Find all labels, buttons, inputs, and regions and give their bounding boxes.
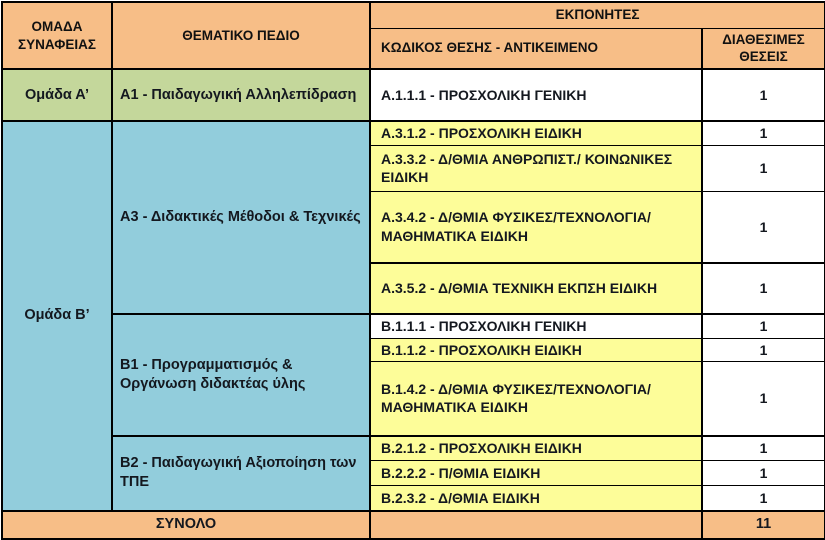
total-label: ΣΥΝΟΛΟ [2, 511, 370, 539]
header-group-column: ΟΜΑΔΑ ΣΥΝΑΦΕΙΑΣ [2, 2, 112, 69]
positions-table [1, 1, 825, 540]
field-b2-cell: Β2 - Παιδαγωγική Αξιοποίηση των ΤΠΕ [112, 436, 370, 511]
seats-cell: 1 [702, 314, 825, 338]
seats-cell: 1 [702, 263, 825, 314]
table-row [2, 69, 825, 121]
header-code-column: ΚΩΔΙΚΟΣ ΘΕΣΗΣ - ΑΝΤΙΚΕΙΜΕΝΟ [370, 28, 702, 69]
code-cell: Β.1.4.2 - Δ/ΘΜΙΑ ΦΥΣΙΚΕΣ/ΤΕΧΝΟΛΟΓΙΑ/ΜΑΘΗΜΑΤΙΚΑ ΕΙΔΙΚΗ [370, 362, 702, 436]
table-row [2, 436, 825, 461]
seats-cell: 1 [702, 461, 825, 486]
code-cell: Β.1.1.2 - ΠΡΟΣΧΟΛΙΚΗ ΕΙΔΙΚΗ [370, 338, 702, 361]
header-seats-column: ΔΙΑΘΕΣΙΜΕΣ ΘΕΣΕΙΣ [702, 28, 825, 69]
seats-cell: 1 [702, 69, 825, 121]
header-authors-column: ΕΚΠΟΝΗΤΕΣ [370, 2, 825, 28]
field-b1-cell: Β1 - Προγραμματισμός & Οργάνωση διδακτέας ύλης [112, 314, 370, 435]
code-cell: Α.3.5.2 - Δ/ΘΜΙΑ ΤΕΧΝΙΚΗ ΕΚΠΣΗ ΕΙΔΙΚΗ [370, 263, 702, 314]
seats-cell: 1 [702, 191, 825, 263]
header-row-top [2, 2, 825, 28]
total-empty-cell [370, 511, 702, 539]
code-cell: Β.2.1.2 - ΠΡΟΣΧΟΛΙΚΗ ΕΙΔΙΚΗ [370, 436, 702, 461]
code-cell: Α.3.3.2 - Δ/ΘΜΙΑ ΑΝΘΡΩΠΙΣΤ./ ΚΟΙΝΩΝΙΚΕΣ ΕΙΔΙΚΗ [370, 145, 702, 191]
total-row [2, 511, 825, 539]
seats-cell: 1 [702, 362, 825, 436]
seats-cell: 1 [702, 486, 825, 511]
group-b-cell: Ομάδα Β’ [2, 121, 112, 510]
code-cell: Β.2.2.2 - Π/ΘΜΙΑ ΕΙΔΙΚΗ [370, 461, 702, 486]
seats-cell: 1 [702, 121, 825, 145]
group-a-cell: Ομάδα Α’ [2, 69, 112, 121]
field-a1-cell: Α1 - Παιδαγωγική Αλληλεπίδραση [112, 69, 370, 121]
code-cell: Α.3.4.2 - Δ/ΘΜΙΑ ΦΥΣΙΚΕΣ/ΤΕΧΝΟΛΟΓΙΑ/ΜΑΘΗΜΑΤΙΚΑ ΕΙΔΙΚΗ [370, 191, 702, 263]
table-row [2, 314, 825, 338]
code-cell: Α.3.1.2 - ΠΡΟΣΧΟΛΙΚΗ ΕΙΔΙΚΗ [370, 121, 702, 145]
field-a3-cell: Α3 - Διδακτικές Μέθοδοι & Τεχνικές [112, 121, 370, 314]
table-row [2, 121, 825, 145]
header-field-column: ΘΕΜΑΤΙΚΟ ΠΕΔΙΟ [112, 2, 370, 69]
seats-cell: 1 [702, 145, 825, 191]
code-cell: Β.2.3.2 - Δ/ΘΜΙΑ ΕΙΔΙΚΗ [370, 486, 702, 511]
code-cell: Β.1.1.1 - ΠΡΟΣΧΟΛΙΚΗ ΓΕΝΙΚΗ [370, 314, 702, 338]
seats-cell: 1 [702, 338, 825, 361]
code-cell: Α.1.1.1 - ΠΡΟΣΧΟΛΙΚΗ ΓΕΝΙΚΗ [370, 69, 702, 121]
seats-cell: 1 [702, 436, 825, 461]
total-value: 11 [702, 511, 825, 539]
